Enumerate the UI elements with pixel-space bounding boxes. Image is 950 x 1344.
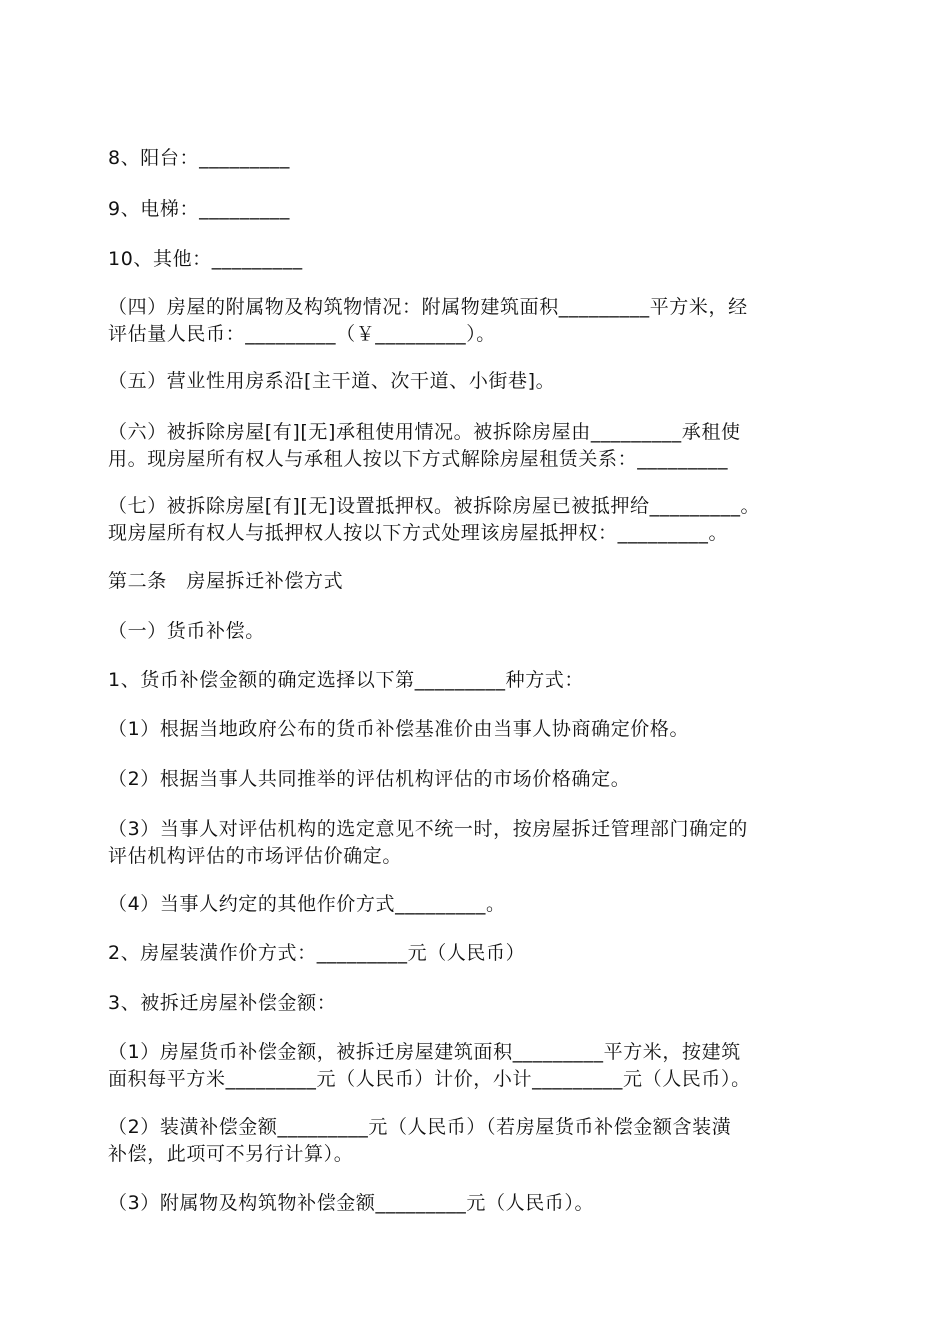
item-elevator: 9、电梯：_________ xyxy=(108,198,290,220)
method-3-line-2: 评估机构评估的市场评估价确定。 xyxy=(108,845,403,867)
compensation-amount-title: 3、被拆迁房屋补偿金额： xyxy=(108,992,337,1014)
method-1: （1）根据当地政府公布的货币补偿基准价由当事人协商确定价格。 xyxy=(108,718,690,740)
decoration-compensation-line-1: （2）装潢补偿金额_________元（人民币）（若房屋货币补偿金额含装潢 xyxy=(108,1116,732,1138)
compensation-method-choice: 1、货币补偿金额的确定选择以下第_________种方式： xyxy=(108,669,584,691)
decoration-valuation: 2、房屋装潢作价方式：_________元（人民币） xyxy=(108,942,526,964)
method-2: （2）根据当事人共同推举的评估机构评估的市场价格确定。 xyxy=(108,768,631,790)
section-7-line-1: （七）被拆除房屋[有][无]设置抵押权。被拆除房屋已被抵押给_________。 xyxy=(108,495,761,517)
subsection-monetary-compensation: （一）货币补偿。 xyxy=(108,620,265,642)
article-2-title: 第二条 房屋拆迁补偿方式 xyxy=(108,570,344,592)
section-5: （五）营业性用房系沿[主干道、次干道、小街巷]。 xyxy=(108,370,556,392)
section-4-line-2: 评估量人民币：_________（￥_________）。 xyxy=(108,323,496,345)
method-4: （4）当事人约定的其他作价方式_________。 xyxy=(108,893,506,915)
method-3-line-1: （3）当事人对评估机构的选定意见不统一时，按房屋拆迁管理部门确定的 xyxy=(108,818,748,840)
attachment-compensation: （3）附属物及构筑物补偿金额_________元（人民币）。 xyxy=(108,1192,595,1214)
section-7-line-2: 现房屋所有权人与抵押权人按以下方式处理该房屋抵押权：_________。 xyxy=(108,522,729,544)
house-compensation-line-1: （1）房屋货币补偿金额，被拆迁房屋建筑面积_________平方米，按建筑 xyxy=(108,1041,741,1063)
section-4-line-1: （四）房屋的附属物及构筑物情况：附属物建筑面积_________平方米，经 xyxy=(108,296,748,318)
house-compensation-line-2: 面积每平方米_________元（人民币）计价，小计_________元（人民币）。 xyxy=(108,1068,751,1090)
item-other: 10、其他：_________ xyxy=(108,248,303,270)
section-6-line-2: 用。现房屋所有权人与承租人按以下方式解除房屋租赁关系：_________ xyxy=(108,448,729,470)
section-6-line-1: （六）被拆除房屋[有][无]承租使用情况。被拆除房屋由_________承租使 xyxy=(108,421,741,443)
decoration-compensation-line-2: 补偿，此项可不另行计算）。 xyxy=(108,1143,354,1165)
item-balcony: 8、阳台：_________ xyxy=(108,147,290,169)
